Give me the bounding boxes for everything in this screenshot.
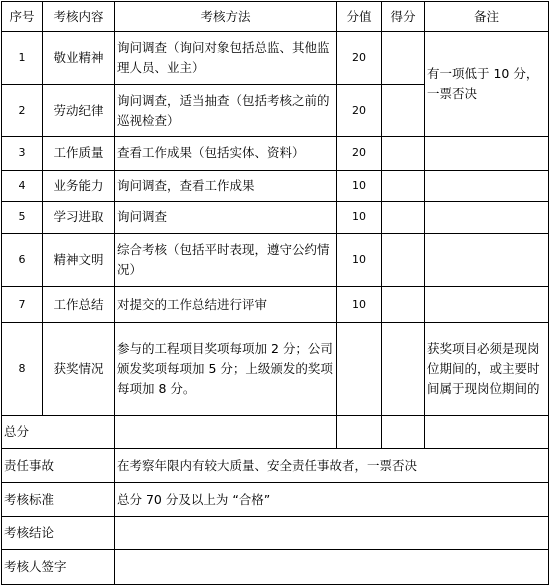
row-seq: 6	[2, 233, 43, 287]
total-method-cell	[115, 416, 337, 449]
signer-value	[115, 550, 549, 585]
remark-group-2: 获奖项目必须是现岗位期间的，或主要时间属于现岗位期间的	[425, 322, 549, 415]
header-content: 考核内容	[43, 2, 115, 32]
row-seq: 1	[2, 32, 43, 85]
row-content: 劳动纪律	[43, 85, 115, 137]
signer-row	[2, 550, 549, 585]
table-row	[2, 32, 549, 85]
total-remark-cell	[425, 416, 549, 449]
row-remark	[425, 202, 549, 233]
row-method: 参与的工程项目奖项每项加 2 分；公司颁发奖项每项加 5 分；上级颁发的奖项每项加 8 分。	[115, 322, 337, 415]
row-got	[382, 233, 425, 287]
accident-label: 责任事故	[2, 448, 115, 483]
standard-text: 总分 70 分及以上为 “合格”	[115, 483, 549, 517]
accident-row	[2, 448, 549, 483]
row-method: 询问调查，适当抽查（包括考核之前的巡视检查）	[115, 85, 337, 137]
table-row	[2, 287, 549, 323]
assessment-table	[1, 1, 549, 585]
row-content: 工作质量	[43, 137, 115, 171]
row-score: 20	[337, 137, 382, 171]
row-seq: 2	[2, 85, 43, 137]
table-row	[2, 137, 549, 171]
row-seq: 3	[2, 137, 43, 171]
row-got	[382, 287, 425, 323]
header-remark: 备注	[425, 2, 549, 32]
header-row	[2, 2, 549, 32]
row-content: 学习进取	[43, 202, 115, 233]
row-content: 业务能力	[43, 170, 115, 201]
header-score: 分值	[337, 2, 382, 32]
row-score: 10	[337, 233, 382, 287]
row-remark	[425, 233, 549, 287]
row-method: 询问调查	[115, 202, 337, 233]
row-seq: 7	[2, 287, 43, 323]
row-seq: 5	[2, 202, 43, 233]
row-content: 获奖情况	[43, 322, 115, 415]
table-row	[2, 170, 549, 201]
row-method: 查看工作成果（包括实体、资料）	[115, 137, 337, 171]
row-remark	[425, 137, 549, 171]
row-method: 综合考核（包括平时表现，遵守公约情况）	[115, 233, 337, 287]
signer-label: 考核人签字	[2, 550, 115, 585]
row-got	[382, 137, 425, 171]
row-got	[382, 32, 425, 85]
row-score: 20	[337, 85, 382, 137]
header-method: 考核方法	[115, 2, 337, 32]
accident-text: 在考察年限内有较大质量、安全责任事故者，一票否决	[115, 448, 549, 483]
row-remark	[425, 287, 549, 323]
standard-label: 考核标准	[2, 483, 115, 517]
row-seq: 4	[2, 170, 43, 201]
row-score: 20	[337, 32, 382, 85]
header-seq: 序号	[2, 2, 43, 32]
row-score: 10	[337, 287, 382, 323]
remark-group-1: 有一项低于 10 分，一票否决	[425, 32, 549, 137]
row-method: 询问调查，查看工作成果	[115, 170, 337, 201]
row-content: 工作总结	[43, 287, 115, 323]
row-score: 10	[337, 202, 382, 233]
conclusion-row	[2, 516, 549, 550]
total-score-cell	[337, 416, 382, 449]
total-got-cell	[382, 416, 425, 449]
total-label: 总分	[2, 416, 115, 449]
row-content: 精神文明	[43, 233, 115, 287]
conclusion-value	[115, 516, 549, 550]
row-content: 敬业精神	[43, 32, 115, 85]
table-row	[2, 322, 549, 415]
row-seq: 8	[2, 322, 43, 415]
table-row	[2, 233, 549, 287]
row-remark	[425, 170, 549, 201]
row-score	[337, 322, 382, 415]
row-got	[382, 202, 425, 233]
table-row	[2, 202, 549, 233]
standard-row	[2, 483, 549, 517]
row-got	[382, 170, 425, 201]
total-row	[2, 416, 549, 449]
row-method: 询问调查（询问对象包括总监、其他监理人员、业主）	[115, 32, 337, 85]
row-got	[382, 85, 425, 137]
conclusion-label: 考核结论	[2, 516, 115, 550]
row-method: 对提交的工作总结进行评审	[115, 287, 337, 323]
row-score: 10	[337, 170, 382, 201]
header-got: 得分	[382, 2, 425, 32]
row-got	[382, 322, 425, 415]
